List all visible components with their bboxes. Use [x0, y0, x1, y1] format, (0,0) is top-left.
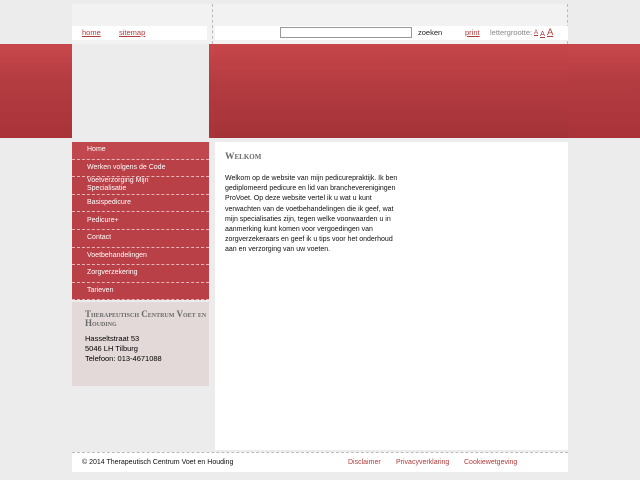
disclaimer-link[interactable]: Disclaimer [348, 459, 381, 466]
home-link[interactable]: home [82, 28, 101, 37]
address-phone: Telefoon: 013-4671088 [85, 354, 162, 363]
nav-item-label: Voetverzorging Mijn Specialisatie [87, 177, 149, 193]
footer [72, 452, 568, 472]
nav-item-voetverzorging[interactable] [72, 177, 209, 195]
copyright-text: © 2014 Therapeutisch Centrum Voet en Houding [82, 459, 234, 466]
fontsize-large-button[interactable]: A [547, 27, 554, 38]
privacy-link[interactable]: Privacyverklaring [396, 459, 450, 466]
nav-item-contact[interactable]: Contact [72, 230, 209, 248]
main-content [215, 142, 568, 450]
nav-item-basispedicure[interactable]: Basispedicure [72, 195, 209, 213]
sitemap-link[interactable]: sitemap [119, 28, 146, 37]
nav-item-tarieven[interactable]: Tarieven [72, 283, 209, 301]
welcome-text: Welkom op de website van mijn pedicurepraktijk. Ik ben gediplomeerd pedicure en lid van brancheverenigingen ProVoet. Op deze website vertel ik u wat u kunt verwachten van de voetbehandelingen die ik geef, wat mijn specialisaties zijn, tegen welke voorwaarden u in aanmerking kunt komen voor vergoedingen van zorgverzekeraars en geef ik u tips voor het onderhoud aan en verzorging van uw voeten. [225, 175, 398, 254]
fontsize-label: lettergrootte: [490, 28, 533, 37]
print-link[interactable]: print [465, 28, 480, 37]
address-block [72, 302, 209, 386]
nav-item-zorgverzekering[interactable]: Zorgverzekering [72, 265, 209, 283]
nav-item-home[interactable]: Home [72, 142, 209, 160]
page-title: Welkom [225, 152, 262, 162]
address-title: Therapeutisch Centrum Voet en Houding [85, 309, 207, 328]
address-street: Hasseltstraat 53 [85, 334, 140, 343]
fontsize-medium-button[interactable]: A [540, 29, 546, 38]
address-city: 5046 LH Tilburg [85, 344, 138, 353]
hero-banner [215, 44, 568, 138]
nav-item-pedicure-plus[interactable]: Pedicure+ [72, 212, 209, 230]
search-button[interactable]: zoeken [418, 28, 443, 37]
sidebar-nav [72, 142, 209, 300]
cookie-link[interactable]: Cookiewetgeving [464, 459, 518, 466]
banner-left-panel [72, 44, 209, 138]
search-input[interactable] [280, 27, 412, 38]
fontsize-small-button[interactable]: A [534, 30, 539, 36]
nav-item-werken-volgens-de-code[interactable]: Werken volgens de Code [72, 160, 209, 178]
nav-item-voetbehandelingen[interactable]: Voetbehandelingen [72, 248, 209, 266]
